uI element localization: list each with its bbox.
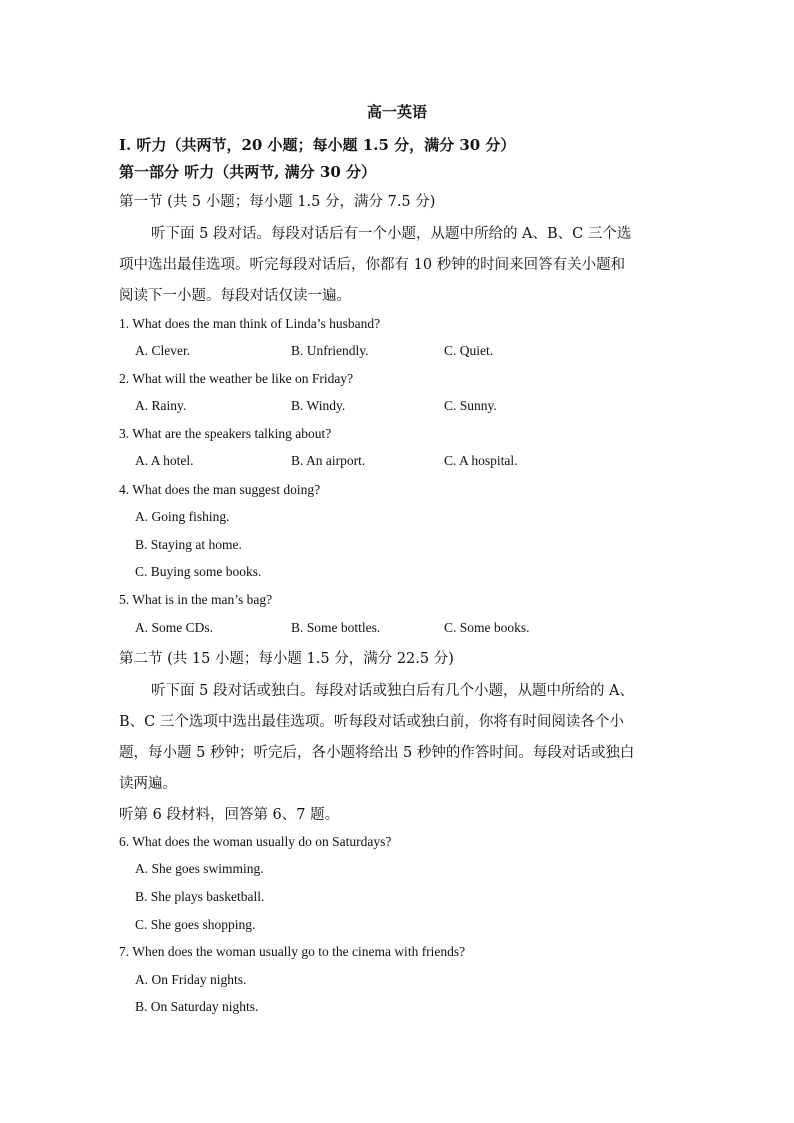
q4-option-b: B. Staying at home.: [135, 537, 242, 552]
section1-heading: 第一节 (共 5 小题；每小题 1.5 分，满分 7.5 分): [119, 194, 436, 210]
section2-instruction-line: B、C 三个选项中选出最佳选项。听每段对话或独白前，你将有时间阅读各个小: [119, 714, 624, 730]
q2-option-b: B. Windy.: [291, 398, 346, 413]
section1-instruction-line: 阅读下一小题。每段对话仅读一遍。: [119, 288, 351, 304]
section2-instruction-line: 听下面 5 段对话或独白。每段对话或独白后有几个小题，从题中所给的 A、: [151, 683, 635, 699]
page-title: 高一英语: [366, 103, 427, 121]
q6-option-c: C. She goes shopping.: [135, 917, 256, 932]
material-note: 听第 6 段材料，回答第 6、7 题。: [119, 807, 340, 823]
q2-option-a: A. Rainy.: [135, 398, 187, 413]
question-2: 2. What will the weather be like on Friday?: [119, 371, 354, 386]
q1-option-c: C. Quiet.: [444, 343, 494, 358]
sub-header: 第一部分 听力（共两节, 满分 30 分）: [119, 163, 376, 181]
q4-option-a: A. Going fishing.: [135, 509, 230, 524]
q5-option-b: B. Some bottles.: [291, 620, 381, 635]
question-1: 1. What does the man think of Linda’s husband?: [119, 316, 381, 331]
question-6: 6. What does the woman usually do on Saturdays?: [119, 834, 392, 849]
section2-instruction-line: 题，每小题 5 秒钟；听完后，各小题将给出 5 秒钟的作答时间。每段对话或独白: [119, 745, 635, 761]
section2-heading: 第二节 (共 15 小题；每小题 1.5 分，满分 22.5 分): [119, 651, 454, 667]
q7-option-b: B. On Saturday nights.: [135, 999, 259, 1014]
section2-instruction-line: 读两遍。: [119, 776, 177, 792]
q1-option-b: B. Unfriendly.: [291, 343, 369, 358]
section1-instruction-line: 项中选出最佳选项。听完每段对话后，你都有 10 秒钟的时间来回答有关小题和: [119, 257, 626, 273]
question-3: 3. What are the speakers talking about?: [119, 426, 332, 441]
question-5: 5. What is in the man’s bag?: [119, 592, 273, 607]
part-header: I. 听力（共两节，20 小题；每小题 1.5 分，满分 30 分）: [119, 136, 516, 154]
q5-option-a: A. Some CDs.: [135, 620, 214, 635]
q1-option-a: A. Clever.: [135, 343, 191, 358]
question-4: 4. What does the man suggest doing?: [119, 482, 321, 497]
q4-option-c: C. Buying some books.: [135, 564, 262, 579]
q3-option-c: C. A hospital.: [444, 453, 518, 468]
q6-option-b: B. She plays basketball.: [135, 889, 265, 904]
q3-option-b: B. An airport.: [291, 453, 366, 468]
q7-option-a: A. On Friday nights.: [135, 972, 247, 987]
q3-option-a: A. A hotel.: [135, 453, 194, 468]
question-7: 7. When does the woman usually go to the cinema with friends?: [119, 944, 466, 959]
q2-option-c: C. Sunny.: [444, 398, 497, 413]
section1-instruction-line: 听下面 5 段对话。每段对话后有一个小题，从题中所给的 A、B、C 三个选: [151, 226, 632, 242]
q6-option-a: A. She goes swimming.: [135, 861, 264, 876]
q5-option-c: C. Some books.: [444, 620, 530, 635]
